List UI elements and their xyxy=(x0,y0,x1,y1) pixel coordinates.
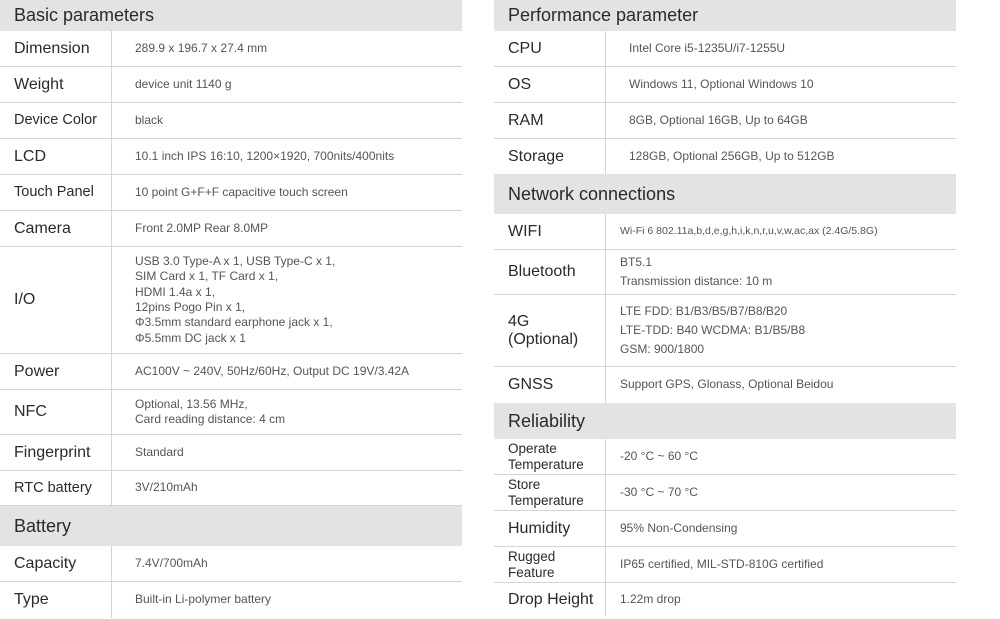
spec-value: 10 point G+F+F capacitive touch screen xyxy=(135,184,348,199)
performance-parameter-header: Performance parameter xyxy=(494,0,956,31)
spec-label: Drop Height xyxy=(494,583,606,616)
spec-row-4g xyxy=(494,295,956,367)
spec-row-nfc xyxy=(0,390,462,435)
spec-label: LCD xyxy=(0,139,112,174)
spec-value: AC100V ~ 240V, 50Hz/60Hz, Output DC 19V/3.42A xyxy=(135,363,410,378)
spec-label: Capacity xyxy=(0,546,112,581)
spec-label: NFC xyxy=(0,390,112,434)
spec-label: Fingerprint xyxy=(0,435,112,470)
spec-value: 7.4V/700mAh xyxy=(135,555,208,570)
spec-row-store-temperature xyxy=(494,475,956,511)
spec-row-fingerprint xyxy=(0,435,462,471)
spec-label: Bluetooth xyxy=(494,250,606,294)
spec-label: I/O xyxy=(0,247,112,353)
spec-value: 1.22m drop xyxy=(620,591,681,606)
spec-value: 289.9 x 196.7 x 27.4 mm xyxy=(135,40,268,55)
spec-row-drop-height xyxy=(494,583,956,616)
spec-label: RTC battery xyxy=(0,471,112,505)
spec-value: LTE FDD: B1/B3/B5/B7/B8/B20 LTE-TDD: B40 WCDMA: B1/B5/B8 GSM: 900/1800 xyxy=(620,303,806,357)
spec-value: Support GPS, Glonass, Optional Beidou xyxy=(620,377,834,392)
spec-label: OS xyxy=(494,67,606,102)
spec-value: 8GB, Optional 16GB, Up to 64GB xyxy=(629,112,808,127)
spec-row-capacity xyxy=(0,546,462,582)
spec-row-bluetooth xyxy=(494,250,956,295)
spec-row-weight xyxy=(0,67,462,103)
spec-label: Rugged Feature xyxy=(494,547,606,582)
basic-parameters-header: Basic parameters xyxy=(0,0,462,31)
spec-row-touch-panel xyxy=(0,175,462,211)
spec-row-storage xyxy=(494,139,956,174)
spec-row-operate-temperature xyxy=(494,439,956,475)
battery-header: Battery xyxy=(0,506,462,546)
spec-value: IP65 certified, MIL-STD-810G certified xyxy=(620,556,824,571)
right-spec-column xyxy=(494,0,956,616)
spec-row-wifi xyxy=(494,214,956,250)
spec-row-dimension xyxy=(0,31,462,67)
spec-label: Operate Temperature xyxy=(494,439,606,474)
spec-label: 4G (Optional) xyxy=(494,295,606,366)
spec-label: RAM xyxy=(494,103,606,138)
reliability-header: Reliability xyxy=(494,403,956,439)
spec-label: Touch Panel xyxy=(0,175,112,210)
spec-row-io xyxy=(0,247,462,354)
spec-value: black xyxy=(135,112,164,127)
network-connections-header: Network connections xyxy=(494,174,956,214)
spec-value: -20 °C ~ 60 °C xyxy=(620,448,698,463)
spec-label: GNSS xyxy=(494,367,606,403)
spec-row-ram xyxy=(494,103,956,139)
spec-row-cpu xyxy=(494,31,956,67)
spec-value: Built-in Li-polymer battery xyxy=(135,592,272,607)
spec-row-power xyxy=(0,354,462,390)
spec-value: Standard xyxy=(135,444,184,459)
spec-label: Power xyxy=(0,354,112,389)
spec-value: USB 3.0 Type-A x 1, USB Type-C x 1, SIM Card x 1, TF Card x 1, HDMI 1.4a x 1, 12pins Pogo Pin x 1, Φ3.5mm standard earphone jack x 1, Φ5.5mm DC jack x 1 xyxy=(135,253,336,345)
spec-row-os xyxy=(494,67,956,103)
spec-row-type xyxy=(0,582,462,618)
spec-label: Store Temperature xyxy=(494,475,606,510)
spec-value: Intel Core i5-1235U/i7-1255U xyxy=(629,40,786,55)
spec-label: Camera xyxy=(0,211,112,246)
spec-label: Dimension xyxy=(0,31,112,66)
spec-value: 3V/210mAh xyxy=(135,480,198,495)
spec-value: 128GB, Optional 256GB, Up to 512GB xyxy=(629,148,835,163)
spec-label: CPU xyxy=(494,31,606,66)
spec-row-camera xyxy=(0,211,462,247)
spec-label: WIFI xyxy=(494,214,606,249)
spec-value: device unit 1140 g xyxy=(135,76,232,91)
spec-label: Storage xyxy=(494,139,606,174)
spec-row-rtc-battery xyxy=(0,471,462,506)
spec-row-humidity xyxy=(494,511,956,547)
spec-label: Humidity xyxy=(494,511,606,546)
spec-value: Optional, 13.56 MHz, Card reading distance: 4 cm xyxy=(135,396,286,426)
spec-label: Weight xyxy=(0,67,112,102)
spec-value: Front 2.0MP Rear 8.0MP xyxy=(135,220,269,235)
spec-value: -30 °C ~ 70 °C xyxy=(620,484,698,499)
spec-row-lcd xyxy=(0,139,462,175)
left-spec-column xyxy=(0,0,462,618)
spec-value: 95% Non-Condensing xyxy=(620,520,738,535)
spec-label: Type xyxy=(0,582,112,618)
spec-label: Device Color xyxy=(0,103,112,138)
spec-value: Wi-Fi 6 802.11a,b,d,e,g,h,i,k,n,r,u,v,w,ac,ax (2.4G/5.8G) xyxy=(620,224,878,237)
spec-value: 10.1 inch IPS 16:10, 1200×1920, 700nits/400nits xyxy=(135,148,395,163)
spec-row-gnss xyxy=(494,367,956,403)
spec-value: Windows 11, Optional Windows 10 xyxy=(629,76,814,91)
spec-value: BT5.1 Transmission distance: 10 m xyxy=(620,254,773,288)
spec-row-device-color xyxy=(0,103,462,139)
spec-row-rugged-feature xyxy=(494,547,956,583)
